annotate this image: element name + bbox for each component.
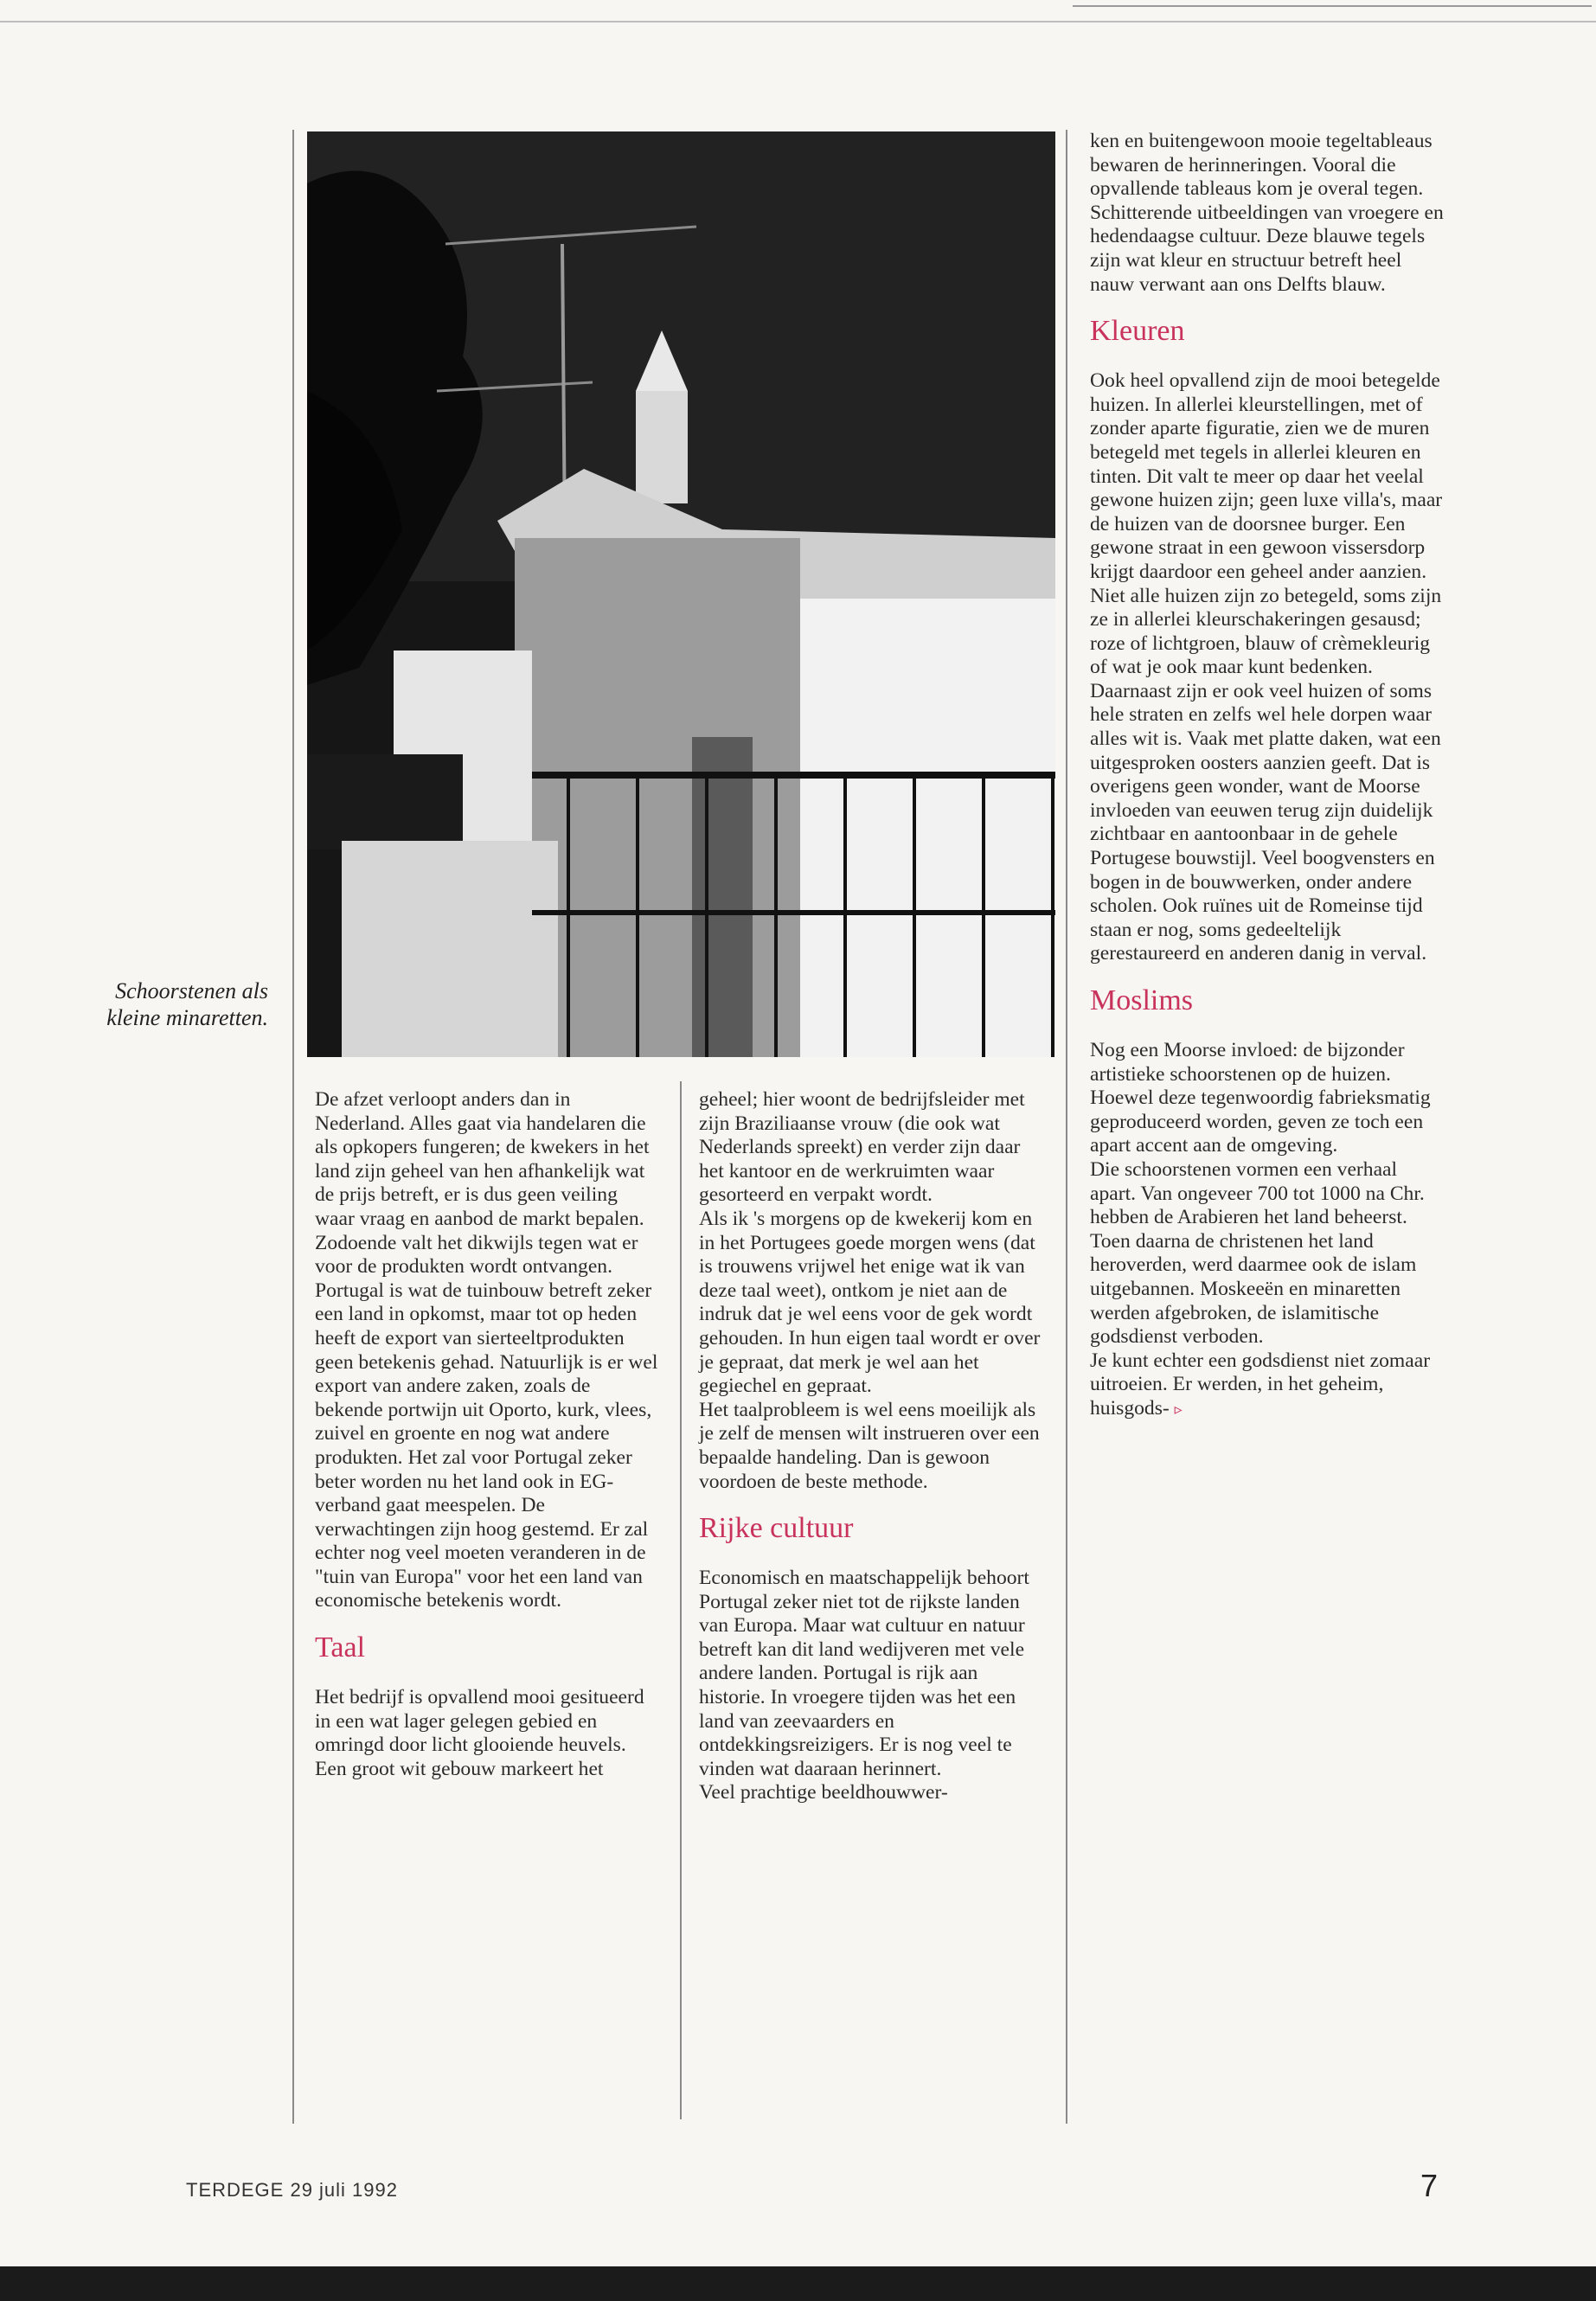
continue-arrow-icon: ▹ xyxy=(1174,1400,1183,1418)
section-heading-rijke-cultuur: Rijke cultuur xyxy=(699,1512,854,1545)
publication-footer: TERDEGE 29 juli 1992 xyxy=(186,2179,398,2201)
section-heading-kleuren: Kleuren xyxy=(1090,315,1185,348)
column-divider-left xyxy=(292,130,294,2124)
house-photo xyxy=(307,131,1055,1057)
paragraph: Als ik 's morgens op de kwekerij kom en in het Portugees goede morgen wens (dat is trouwens vrijwel het enige wat ik van deze taal weet), ontkom je niet aan de indruk dat je wel eens voor de gek wordt gehouden. In hun eigen taal wordt er over je gepraat, dat merk je wel aan het gegiechel en gepraat. xyxy=(699,1207,1041,1398)
column-divider-right xyxy=(1066,130,1067,2124)
paragraph: Het bedrijf is opvallend mooi gesitueerd in een wat lager gelegen gebied en omringd door licht glooiende heuvels. Een groot wit gebouw markeert het xyxy=(315,1686,644,1780)
paragraph: Nog een Moorse invloed: de bijzonder artistieke schoorstenen op de huizen. Hoewel deze tegenwoordig fabrieksmatig geproduceerd worden, geven ze toch een apart accent aan de omgeving. xyxy=(1090,1039,1431,1157)
bottom-scan-border xyxy=(0,2266,1596,2301)
photo-caption: Schoorstenen als kleine minaretten. xyxy=(106,978,268,1030)
paragraph-text: Je kunt echter een godsdienst niet zomaar uitroeien. Er werden, in het geheim, huisgods- xyxy=(1090,1349,1431,1420)
top-rule-accent xyxy=(1073,5,1592,7)
section-heading-taal: Taal xyxy=(315,1631,366,1664)
section-heading-moslims: Moslims xyxy=(1090,984,1194,1016)
paragraph-continued xyxy=(1090,1349,1445,1422)
page-number: 7 xyxy=(1420,2168,1439,2203)
article-column-1 xyxy=(315,1088,661,1781)
column-divider-middle xyxy=(680,1081,682,2119)
paragraph: geheel; hier woont de bedrijfsleider met zijn Braziliaanse vrouw (die ook wat Nederlands spreekt) en verder zijn daar het kantoor en de werkruimten waar gesorteerd en verpakt wordt. xyxy=(699,1088,1025,1207)
paragraph: Het taalprobleem is wel eens moeilijk als je zelf de mensen wilt instrueren over een bepaalde handeling. Dan is gewoon voordoen de beste methode. xyxy=(699,1398,1040,1493)
paragraph: Veel prachtige beeldhouwwer- xyxy=(699,1781,948,1804)
article-column-3 xyxy=(1090,130,1445,1422)
paragraph: Economisch en maatschappelijk behoort Portugal zeker niet tot de rijkste landen van Europa. Maar wat cultuur en natuur betreft kan dit land wedijveren met vele andere landen. Portugal is rijk aan historie. In vroegere tijden was het een land van zeevaarders en ontdekkingsreizigers. Er is nog veel te vinden wat daaraan herinnert. xyxy=(699,1567,1029,1780)
article-column-2 xyxy=(699,1088,1045,1805)
top-rule xyxy=(0,21,1596,22)
paragraph: De afzet verloopt anders dan in Nederland. Alles gaat via handelaren die als opkopers fungeren; de kwekers in het land zijn geheel van hen afhankelijk wat de prijs betreft, er is dus geen veiling waar vraag en aanbod de markt bepalen. Zodoende valt het dikwijls tegen wat er voor de produkten wordt ontvangen. Portugal is wat de tuinbouw betreft zeker een land in opkomst, maar tot op heden heeft de export van sierteeltprodukten geen betekenis gehad. Natuurlijk is er wel export van andere zaken, zoals de bekende portwijn uit Oporto, kurk, vlees, zuivel en groente en nog wat andere produkten. Het zal voor Portugal zeker beter worden nu het land ook in EG-verband gaat meespelen. De verwachtingen zijn hoog gestemd. Er zal echter nog veel moeten veranderen in de "tuin van Europa" voor het een land van economische betekenis wordt. xyxy=(315,1088,658,1612)
paragraph: Ook heel opvallend zijn de mooi betegelde huizen. In allerlei kleurstellingen, met of zonder aparte figuratie, zien we de muren betegeld met tegels in allerlei kleuren en tinten. Dit valt te meer op daar het veelal gewone huizen zijn; geen luxe villa's, maar de huizen van de doorsnee burger. Een gewone straat in een gewoon vissersdorp krijgt daardoor een geheel ander aanzien. Niet alle huizen zijn zo betegeld, soms zijn ze in allerlei kleurschakeringen gesausd; roze of lichtgroen, blauw of crèmekleurig of wat je ook maar kunt bedenken. Daarnaast zijn er ook veel huizen of soms hele straten en zelfs wel hele dorpen waar alles wit is. Vaak met platte daken, wat een uitgesproken oosters aanzien geeft. Dat is overigens geen wonder, want de Moorse invloeden van eeuwen terug zijn duidelijk zichtbaar en aantoonbaar in de gehele Portugese bouwstijl. Veel boogvensters en bogen in de bouwwerken, onder andere scholen. Ook ruïnes uit de Romeinse tijd staan er nog, soms gedeeltelijk gerestaureerd en anderen danig in verval. xyxy=(1090,369,1443,965)
paragraph: ken en buitengewoon mooie tegeltableaus bewaren de herinneringen. Vooral die opvallende tableaus kom je overal tegen. Schitterende uitbeeldingen van vroegere en hedendaagse cultuur. Deze blauwe tegels zijn wat kleur en structuur betreft heel nauw verwant aan ons Delfts blauw. xyxy=(1090,130,1444,296)
paragraph: Die schoorstenen vormen een verhaal apart. Van ongeveer 700 tot 1000 na Chr. hebben de Arabieren het land beheerst. Toen daarna de christenen het land heroverden, werd daarmee ook de islam uitgebannen. Moskeeën en minaretten werden afgebroken, de islamitische godsdienst verboden. xyxy=(1090,1157,1425,1349)
